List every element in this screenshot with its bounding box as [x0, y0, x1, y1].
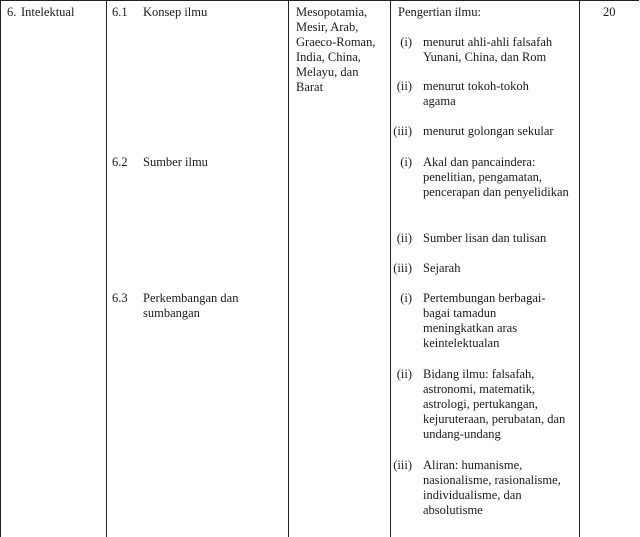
topic-number: 6. — [7, 5, 17, 19]
item-marker: (i) — [400, 35, 412, 49]
column-divider — [579, 0, 580, 537]
item-marker: (ii) — [396, 79, 412, 93]
content-item — [393, 458, 577, 518]
item-marker: (iii) — [393, 458, 412, 472]
content-item — [397, 35, 577, 65]
subtopic — [112, 5, 282, 45]
item-marker: (iii) — [393, 261, 412, 275]
subtopic — [112, 291, 282, 331]
content-item — [397, 367, 577, 442]
content-item — [393, 261, 577, 277]
item-text: menurut golongan sekular — [423, 124, 554, 138]
item-marker: (i) — [400, 155, 412, 169]
topic-title: Intelektual — [21, 5, 75, 19]
column-divider — [288, 0, 289, 537]
subtopic — [112, 155, 282, 195]
content-item — [397, 291, 577, 351]
subtopic-number: 6.1 — [112, 5, 128, 19]
item-text: menurut tokoh-tokoh agama — [423, 79, 529, 108]
item-text: Pertembungan berbagai-bagai tamadun meningkatkan aras keintelektualan — [423, 291, 546, 350]
item-marker: (iii) — [393, 124, 412, 138]
subtopic-number: 6.3 — [112, 291, 128, 305]
item-text: Akal dan pancaindera: penelitian, pengamatan, pencerapan dan penyelidikan — [423, 155, 569, 199]
subtopic-title: Sumber ilmu — [143, 155, 208, 169]
content-heading: Pengertian ilmu: — [398, 5, 481, 19]
content-item — [393, 124, 577, 140]
item-text: Sumber lisan dan tulisan — [423, 231, 547, 245]
item-marker: (i) — [400, 291, 412, 305]
column-divider — [106, 0, 107, 537]
column-divider — [390, 0, 391, 537]
civilizations-text: Mesopotamia, Mesir, Arab, Graeco-Roman, India, China, Melayu, dan Barat — [296, 5, 376, 94]
item-text: menurut ahli-ahli falsafah Yunani, China, dan Rom — [423, 35, 553, 64]
content-item — [397, 79, 577, 109]
item-marker: (ii) — [396, 367, 412, 381]
subtopic-number: 6.2 — [112, 155, 128, 169]
hours-value: 20 — [603, 5, 616, 19]
item-text: Bidang ilmu: falsafah, astronomi, matematik, astrologi, pertukangan, kejuruteraan, perubatan, dan undang-undang — [423, 367, 566, 441]
subtopic-title: Perkembangan dan sumbangan — [143, 291, 239, 320]
subtopic-title: Konsep ilmu — [143, 5, 208, 19]
item-text: Aliran: humanisme, nasionalisme, rasionalisme, individualisme, dan absolutisme — [423, 458, 561, 517]
item-text: Sejarah — [423, 261, 461, 275]
content-item — [397, 231, 577, 247]
item-marker: (ii) — [396, 231, 412, 245]
content-item — [397, 155, 577, 215]
